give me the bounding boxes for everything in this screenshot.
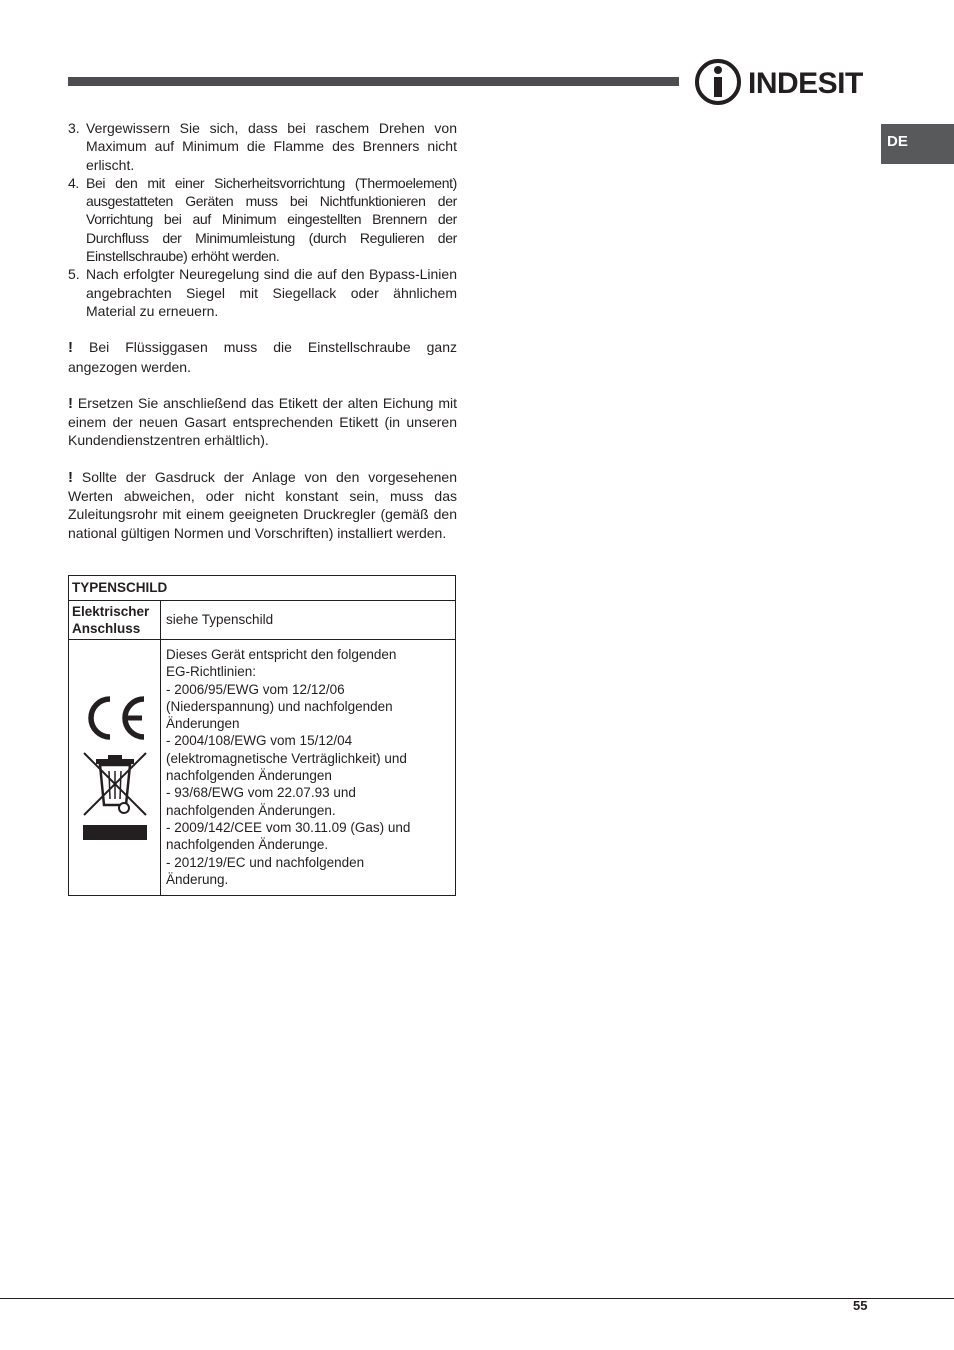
warning-mark: ! bbox=[68, 394, 73, 412]
electrical-connection-label bbox=[69, 601, 161, 640]
note-text: Ersetzen Sie anschließend das Etikett der alten Eichung mit einem der neuen Gasart entsprechenden Etikett (in unseren Kundendienstzentren erhältlich). bbox=[68, 394, 458, 449]
compliance-icons bbox=[69, 640, 161, 896]
declaration-line: Änderungen bbox=[166, 716, 240, 732]
warning-mark: ! bbox=[68, 339, 73, 357]
label-line: Anschluss bbox=[72, 621, 141, 636]
label-line: Elektrischer bbox=[72, 603, 150, 619]
list-item bbox=[68, 265, 457, 320]
eu-directives-declaration bbox=[161, 640, 456, 896]
adjustment-steps bbox=[68, 119, 457, 320]
weee-crossed-bin-icon bbox=[82, 751, 148, 843]
table-row bbox=[69, 640, 456, 896]
warning-note bbox=[68, 338, 457, 376]
table-row bbox=[69, 601, 456, 640]
language-tab: DE bbox=[881, 124, 954, 164]
page-number: 55 bbox=[853, 1298, 868, 1313]
note-text: Bei Flüssiggasen muss die Einstellschraube ganz angezogen werden. bbox=[68, 339, 457, 375]
declaration-line: - 2006/95/EWG vom 12/12/06 bbox=[166, 681, 345, 697]
svg-text:INDESIT: INDESIT bbox=[748, 67, 863, 100]
declaration-line: - 2009/142/CEE vom 30.11.09 (Gas) und bbox=[166, 819, 411, 835]
warning-note bbox=[68, 394, 457, 450]
indesit-logo bbox=[694, 58, 870, 106]
declaration-line: (Niederspannung) und nachfolgenden bbox=[166, 698, 393, 714]
declaration-line: - 2004/108/EWG vom 15/12/04 bbox=[166, 733, 353, 749]
ce-mark-icon bbox=[82, 693, 148, 743]
declaration-line: (elektromagnetische Verträglichkeit) und bbox=[166, 750, 407, 766]
list-item bbox=[68, 119, 457, 174]
table-title: TYPENSCHILD bbox=[69, 576, 456, 601]
declaration-line: Änderung. bbox=[166, 871, 229, 887]
instructions bbox=[68, 119, 457, 542]
declaration-line: - 2012/19/EC und nachfolgenden bbox=[166, 854, 365, 870]
declaration-line: - 93/68/EWG vom 22.07.93 und bbox=[166, 785, 356, 801]
warning-mark: ! bbox=[68, 468, 73, 486]
declaration-line: nachfolgenden Änderungen bbox=[166, 768, 332, 784]
step-text: Nach erfolgter Neuregelung sind die auf den Bypass-Linien angebrachten Siegel mit Siegellack oder ähnlichem Material zu erneuern. bbox=[86, 266, 457, 319]
declaration-line: Dieses Gerät entspricht den folgenden bbox=[166, 647, 397, 662]
note-text: Sollte der Gasdruck der Anlage von den vorgesehenen Werten abweichen, oder nicht konstant sein, muss das Zuleitungsrohr mit einem geeigneten Druckregler (gemäß den national gültigen Normen und Vorschriften) installiert werden. bbox=[68, 468, 457, 541]
step-number: 5. bbox=[68, 266, 80, 283]
step-text: Bei den mit einer Sicherheitsvorrichtung (Thermoelement) ausgestatteten Geräten muss bei Nichtfunktionieren der Vorrichtung bei auf Minimum eingestellten Brennern der Durchfluss der Minimumleistung (durch Regulieren der Einstellschraube) erhöht werden. bbox=[86, 174, 457, 265]
step-text: Vergewissern Sie sich, dass bei raschem Drehen von Maximum auf Minimum die Flamme des Brenners nicht erlischt. bbox=[86, 120, 457, 173]
electrical-connection-value: siehe Typenschild bbox=[161, 601, 456, 640]
warning-note bbox=[68, 468, 457, 542]
declaration-line: EG-Richtlinien: bbox=[166, 664, 257, 680]
rating-plate-table bbox=[68, 575, 456, 896]
declaration-line: nachfolgenden Änderungen. bbox=[166, 802, 336, 818]
list-item bbox=[68, 174, 457, 265]
step-number: 4. bbox=[68, 174, 79, 191]
footer-rule bbox=[0, 1298, 954, 1299]
step-number: 3. bbox=[68, 120, 80, 136]
declaration-line: nachfolgenden Änderunge. bbox=[166, 837, 329, 853]
header-rule bbox=[68, 77, 679, 86]
